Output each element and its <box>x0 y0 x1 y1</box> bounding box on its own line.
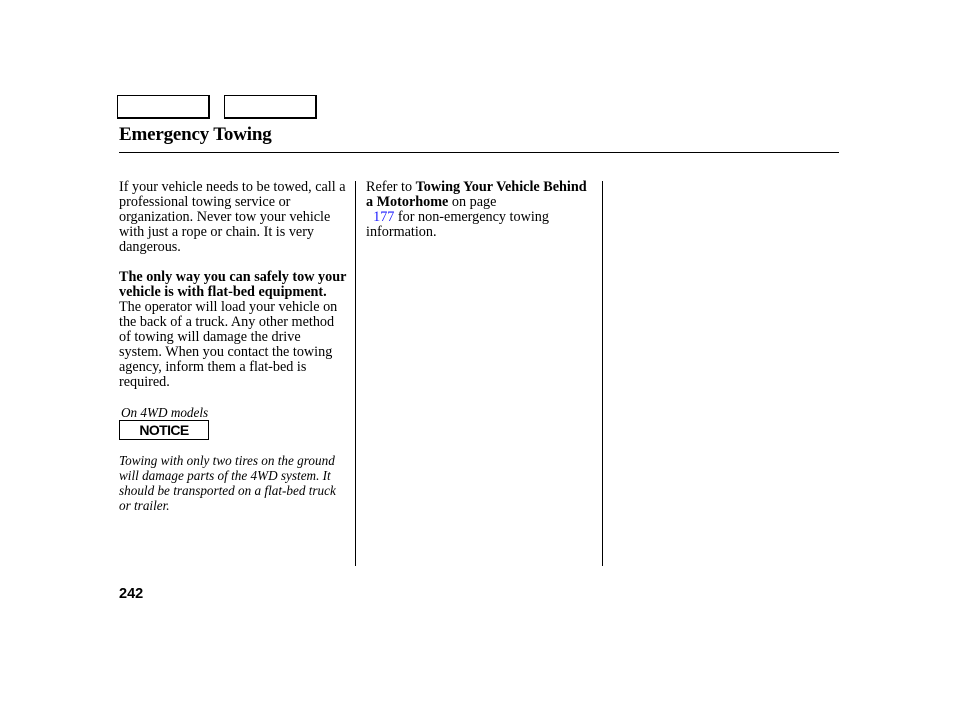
reference-mid: on page <box>448 194 497 210</box>
column-divider-2 <box>602 181 603 566</box>
title-divider <box>119 152 839 153</box>
model-note: On 4WD models <box>121 405 209 420</box>
middle-column <box>366 180 596 240</box>
page-title: Emergency Towing <box>119 124 272 145</box>
flatbed-explanation: The operator will load your vehicle on the back of a truck. Any other method of towing will damage the drive system. When you contact the towing agency, inform them a flat-bed is required. <box>119 299 338 390</box>
notice-badge <box>119 420 209 440</box>
notice-text: Towing with only two tires on the ground will damage parts of the 4WD system. It should be transported on a flat-bed truck or trailer. <box>119 453 336 513</box>
left-column <box>119 180 347 513</box>
intro-paragraph: If your vehicle needs to be towed, call a professional towing service or organization. Never tow your vehicle with just a rope or chain. It is very dangerous. <box>119 179 346 255</box>
reference-paragraph <box>366 180 596 240</box>
column-divider-1 <box>355 181 356 566</box>
page-177-link[interactable]: 177 <box>373 209 395 225</box>
previous-page-button[interactable] <box>117 95 210 119</box>
notice-label: NOTICE <box>139 421 189 438</box>
reference-suffix: for non-emergency towing information. <box>366 209 549 240</box>
next-page-button[interactable] <box>224 95 317 119</box>
flatbed-paragraph <box>119 270 347 390</box>
flatbed-warning-bold: The only way you can safely tow your vehicle is with flat-bed equipment. <box>119 269 347 300</box>
page-number: 242 <box>119 586 144 602</box>
reference-prefix: Refer to <box>366 179 416 195</box>
reference-section-title: Towing Your Vehicle Behind a Motorhome <box>366 179 587 210</box>
